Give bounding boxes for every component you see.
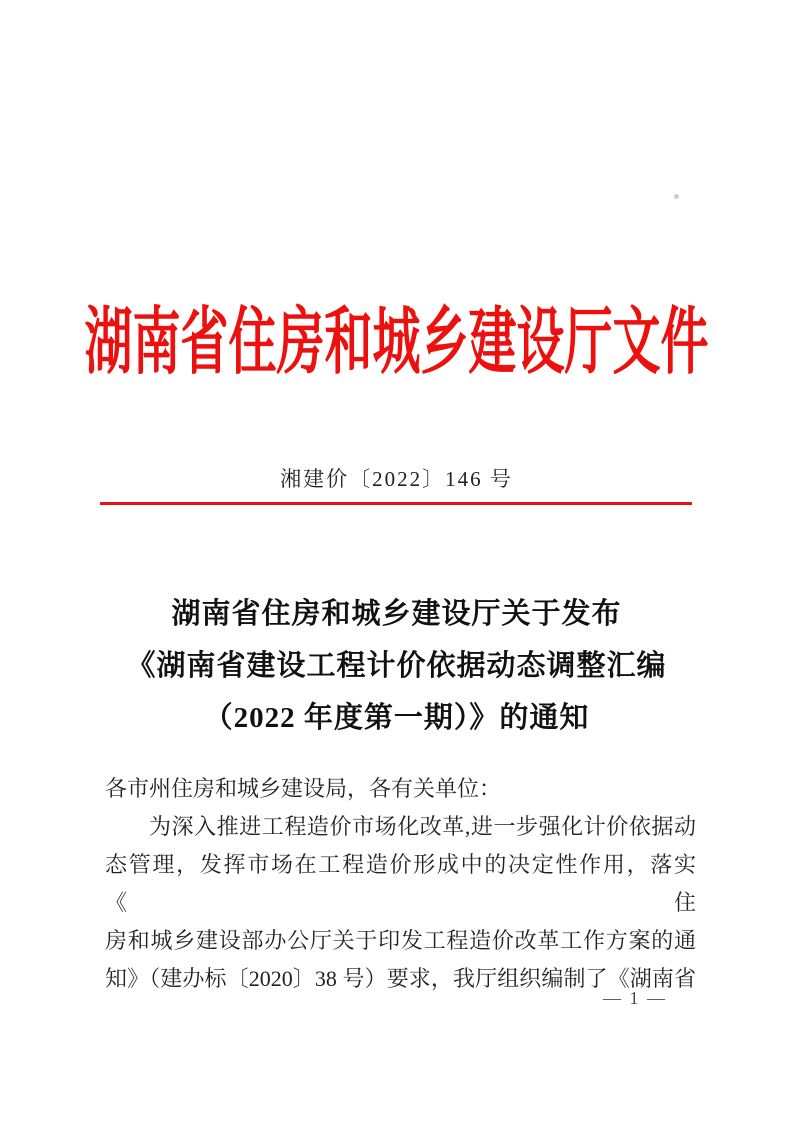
body-line-3: 房和城乡建设部办公厅关于印发工程造价改革工作方案的通 [105, 928, 696, 953]
notice-title-line-1: 湖南省住房和城乡建设厅关于发布 [171, 598, 622, 630]
body-line-1: 为深入推进工程造价市场化改革,进一步强化计价依据动 [149, 814, 696, 839]
salutation-line: 各市州住房和城乡建设局，各有关单位： [105, 776, 502, 801]
notice-title-line-3: （2022 年度第一期）》的通知 [203, 702, 590, 734]
body-line-4: 知》（建办标〔2020〕38 号）要求，我厅组织编制了《湖南省 [105, 966, 696, 991]
page-number: — 1 — [603, 988, 667, 1008]
red-divider-rule [100, 502, 692, 505]
notice-title [0, 588, 793, 744]
document-number: 湘建价〔2022〕146 号 [280, 467, 513, 491]
body-line-2: 态管理，发挥市场在工程造价形成中的决定性作用，落实《住 [105, 852, 696, 915]
notice-body [105, 770, 696, 998]
scan-speck [674, 194, 679, 199]
red-header-banner [0, 283, 793, 384]
notice-title-line-2: 《湖南省建设工程计价依据动态调整汇编 [126, 650, 667, 682]
agency-document-heading: 湖南省住房和城乡建设厅文件 [84, 302, 709, 384]
